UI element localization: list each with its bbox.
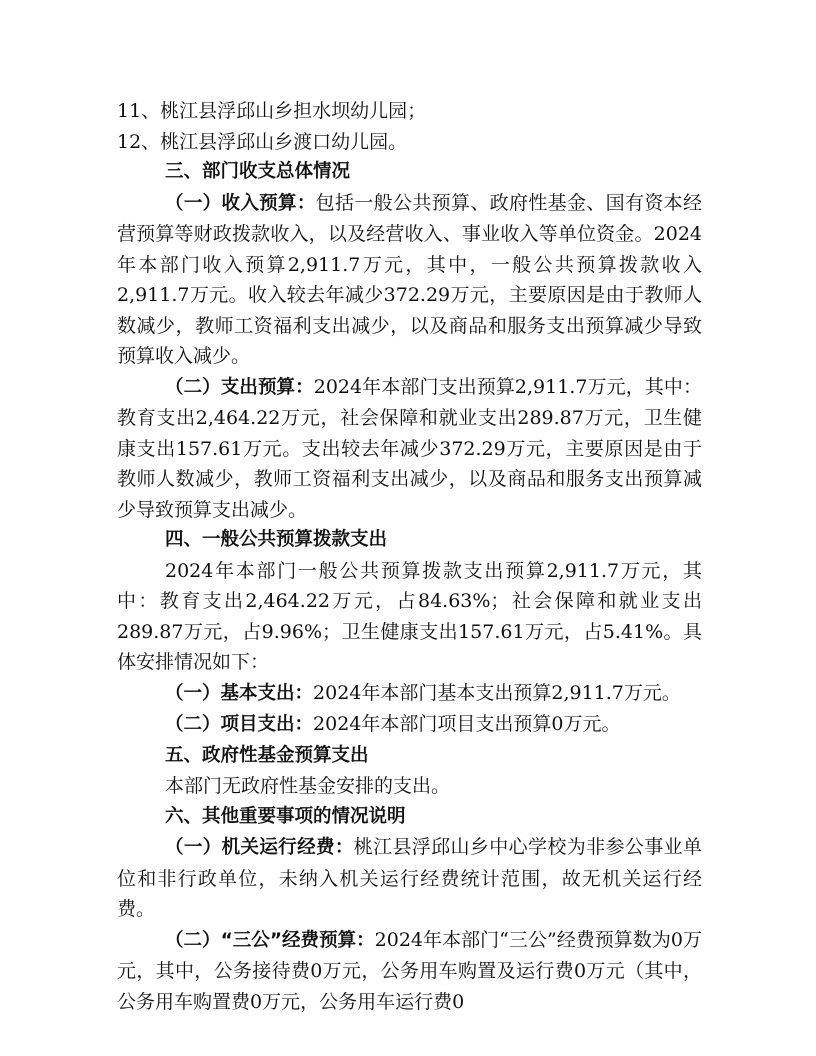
section6-heading: 六、其他重要事项的情况说明: [165, 805, 406, 827]
three-public-label: （二）“三公”经费预算：: [165, 929, 375, 951]
basic-expense-label: （一）基本支出：: [165, 682, 314, 704]
gov-fund-paragraph: 本部门无政府性基金安排的支出。: [165, 775, 451, 797]
three-public-paragraph: [117, 925, 702, 1018]
basic-expense-paragraph: [117, 678, 702, 710]
project-expense-paragraph: [117, 709, 702, 741]
organ-expense-text: 桃江县浮邱山乡中心学校为非参公事业单位和非行政单位，未纳入机关运行经费统计范围，故无机关运行经费。: [117, 836, 702, 920]
general-budget-paragraph: 2024年本部门一般公共预算拨款支出预算2,911.7万元，其中：教育支出2,464.22万元，占84.63%；社会保障和就业支出289.87万元，占9.96%；卫生健康支出157.61万元，占5.41%。具体安排情况如下：: [117, 559, 702, 673]
project-expense-text: 2024年本部门项目支出预算0万元。: [313, 713, 621, 735]
income-text: 包括一般公共预算、政府性基金、国有资本经营预算等财政拨款收入，以及经营收入、事业收入等单位资金。2024年本部门收入预算2,911.7万元，其中，一般公共预算拨款收入2,911.7万元。收入较去年减少372.29万元，主要原因是由于教师人数减少，教师工资福利支出减少，以及商品和服务支出预算减少导致预算收入减少。: [117, 191, 702, 367]
section5-heading: 五、政府性基金预算支出: [165, 744, 369, 766]
expense-paragraph: [117, 372, 702, 526]
expense-label: （二）支出预算：: [165, 376, 314, 398]
organ-expense-paragraph: [117, 832, 702, 925]
project-expense-label: （二）项目支出：: [165, 714, 314, 735]
list-item-11: 11、桃江县浮邱山乡担水坝幼儿园；: [117, 100, 427, 122]
basic-expense-text: 2024年本部门基本支出预算2,911.7万元。: [313, 681, 681, 704]
income-paragraph: [117, 188, 702, 372]
list-item-12: 12、桃江县浮邱山乡渡口幼儿园。: [117, 130, 408, 153]
document-body: [117, 96, 702, 1017]
section4-heading: 四、一般公共预算拨款支出: [165, 529, 388, 550]
section3-heading: 三、部门收支总体情况: [165, 161, 351, 182]
income-label: （一）收入预算：: [165, 192, 316, 214]
three-public-text: 2024年本部门“三公”经费预算数为0万元，其中，公务接待费0万元，公务用车购置及运行费0万元（其中，公务用车购置费0万元，公务用车运行费0: [117, 928, 702, 1013]
organ-expense-label: （一）机关运行经费：: [165, 837, 354, 858]
expense-text: 2024年本部门支出预算2,911.7万元，其中：教育支出2,464.22万元，社会保障和就业支出289.87万元，卫生健康支出157.61万元。支出较去年减少372.29万元，主要原因是由于教师人数减少，教师工资福利支出减少，以及商品和服务支出预算减少导致预算支出减少。: [117, 375, 702, 521]
